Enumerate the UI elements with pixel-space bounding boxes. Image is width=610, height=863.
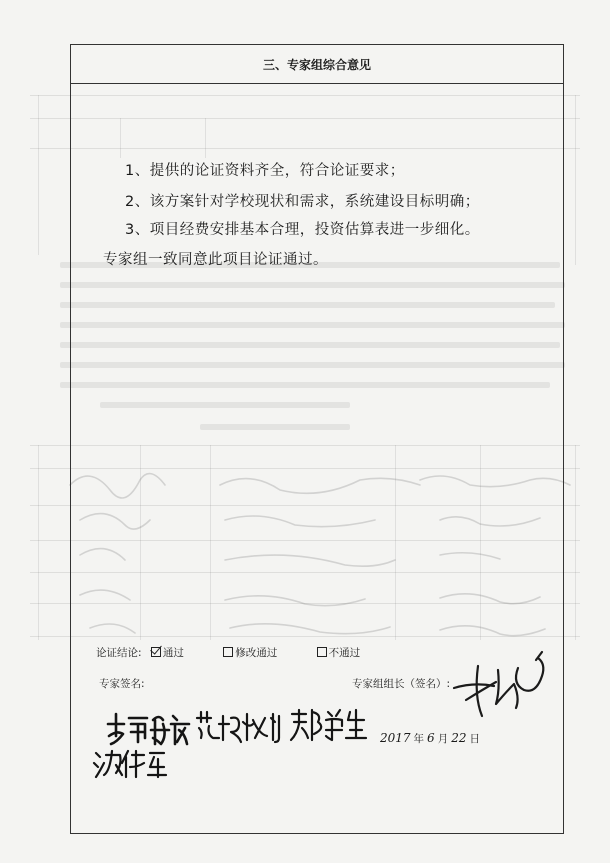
- expert-signature-1: [105, 710, 195, 750]
- date-day-unit: 日: [469, 733, 480, 745]
- option-reject-label: 不通过: [328, 647, 361, 659]
- conclusion-label: 论证结论:: [96, 647, 142, 659]
- leader-signature: [448, 648, 548, 718]
- date-month-unit: 月: [437, 733, 449, 745]
- date-day: 22: [451, 731, 467, 745]
- option-approve-with-changes[interactable]: [223, 647, 280, 659]
- leader-signature-label: 专家组组长（签名）:: [352, 678, 451, 690]
- expert-signature-2: [195, 710, 285, 744]
- signing-date: [380, 731, 483, 746]
- section-title: 三、专家组综合意见: [262, 58, 371, 72]
- date-month: 6: [427, 731, 435, 745]
- opinion-line-2: 2、该方案针对学校现状和需求，系统建设目标明确；: [125, 194, 480, 210]
- option-approve-with-changes-label: 修改通过: [235, 647, 278, 659]
- expert-signature-label: 专家签名:: [99, 678, 145, 690]
- date-year: 2017: [380, 731, 411, 745]
- checkbox-approve-with-changes[interactable]: [223, 647, 233, 657]
- expert-signature-4: [92, 745, 172, 781]
- option-reject[interactable]: [317, 647, 361, 659]
- option-approve[interactable]: [151, 647, 187, 659]
- checkbox-reject[interactable]: [317, 647, 327, 657]
- expert-signature-3: [288, 706, 378, 742]
- date-year-unit: 年: [413, 733, 425, 745]
- section-header-row: [70, 44, 564, 84]
- conclusion-row: [96, 645, 360, 660]
- opinion-line-3: 3、项目经费安排基本合理，投资估算表进一步细化。: [125, 222, 480, 238]
- option-approve-label: 通过: [162, 647, 184, 659]
- opinion-line-1: 1、提供的论证资料齐全，符合论证要求；: [125, 163, 405, 179]
- opinion-summary: 专家组一致同意此项目论证通过。: [103, 252, 328, 268]
- checkbox-approve[interactable]: [151, 647, 161, 657]
